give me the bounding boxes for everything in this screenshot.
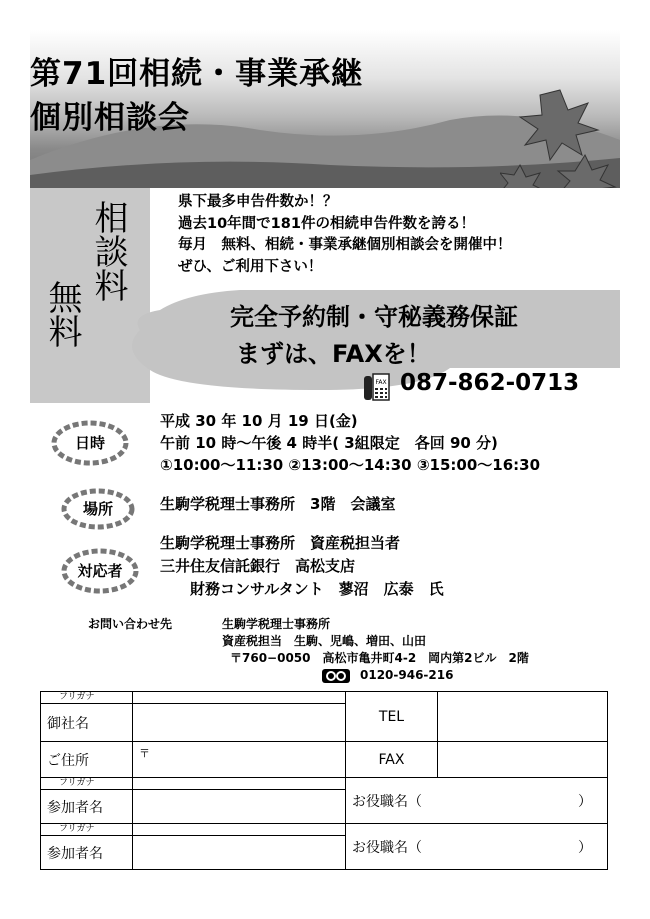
badge-consultation-fee: 相談料 [88, 200, 128, 302]
freedial-icon [322, 669, 350, 683]
place-label: 場所 [82, 500, 113, 518]
company-label: 御社名 [41, 704, 133, 742]
contact-address: 〒760−0050 高松市亀井町4-2 岡内第2ビル 2階 [230, 651, 529, 665]
staff-line: 生駒学税理士事務所 資産税担当者 [160, 534, 401, 552]
furigana-label: フリガナ [41, 778, 133, 790]
place-info: 生駒学税理士事務所 3階 会議室 [160, 495, 396, 513]
maple-leaves-image [500, 85, 620, 188]
fax-field[interactable] [438, 742, 608, 778]
date-info [160, 410, 540, 476]
intro-line: 県下最多申告件数か！？ [178, 194, 338, 210]
fax-prompt: まずは、FAXを！ [236, 340, 431, 368]
contact-freedial [222, 667, 529, 684]
position-close: ） [578, 793, 592, 810]
participant1-furigana-field[interactable] [133, 778, 346, 790]
furigana-label: フリガナ [41, 692, 133, 704]
place-label-wreath [58, 484, 138, 534]
date-label: 日時 [74, 434, 105, 452]
address-field[interactable] [133, 742, 346, 778]
furigana-label: フリガナ [41, 824, 133, 836]
contact-details [222, 616, 529, 684]
staff-line: 財務コンサルタント 蓼沼 広泰 氏 [160, 580, 444, 598]
tel-label: TEL [346, 692, 438, 742]
freedial-number: 0120-946-216 [360, 668, 454, 682]
date-line: ①10:00～11:30 ②13:00～14:30 ③15:00～16:30 [160, 456, 541, 474]
fax-number: 087-862-0713 [400, 370, 580, 396]
intro-text [178, 192, 512, 278]
intro-line: 過去10年間で181件の相続申告件数を誇る！ [178, 215, 475, 232]
staff-line: 三井住友信託銀行 高松支店 [160, 557, 356, 575]
postal-mark: 〒 [139, 747, 150, 760]
tel-field[interactable] [438, 692, 608, 742]
page-title-line1: 第71回相続・事業承継 [30, 56, 364, 92]
contact-label: お問い合わせ先 [88, 617, 173, 631]
staff-label: 対応者 [77, 562, 123, 580]
staff-label-wreath [60, 546, 140, 596]
date-label-wreath [50, 418, 130, 468]
fax-icon [362, 372, 390, 402]
intro-line: ぜひ、ご利用下さい！ [178, 258, 323, 275]
participant2-position-field[interactable] [346, 824, 608, 870]
badge-free: 無料 [42, 280, 82, 348]
page-title-line2: 個別相談会 [30, 100, 190, 136]
fax-icon-label: FAX [375, 379, 387, 386]
address-label: ご住所 [41, 742, 133, 778]
intro-line: 毎月 無料、相続・事業承継個別相談会を開催中！ [178, 237, 512, 253]
participant-label: 参加者名 [41, 836, 133, 870]
staff-info [160, 532, 444, 601]
fax-label: FAX [346, 742, 438, 778]
contact-persons: 資産税担当 生駒、児嶋、増田、山田 [222, 634, 427, 648]
participant-label: 参加者名 [41, 790, 133, 824]
date-line: 午前 10 時～午後 4 時半( 3組限定 各回 90 分) [160, 434, 498, 452]
position-close: ） [578, 839, 592, 856]
contact-office: 生駒学税理士事務所 [222, 617, 331, 631]
reservation-notice: 完全予約制・守秘義務保証 [230, 303, 518, 331]
date-line: 平成 30 年 10 月 19 日(金) [160, 412, 358, 430]
participant2-furigana-field[interactable] [133, 824, 346, 836]
participant2-field[interactable] [133, 836, 346, 870]
company-furigana-field[interactable] [133, 692, 346, 704]
position-label: お役職名（ [352, 793, 422, 810]
participant1-position-field[interactable] [346, 778, 608, 824]
application-form [40, 691, 608, 870]
participant1-field[interactable] [133, 790, 346, 824]
company-field[interactable] [133, 704, 346, 742]
position-label: お役職名（ [352, 839, 422, 856]
